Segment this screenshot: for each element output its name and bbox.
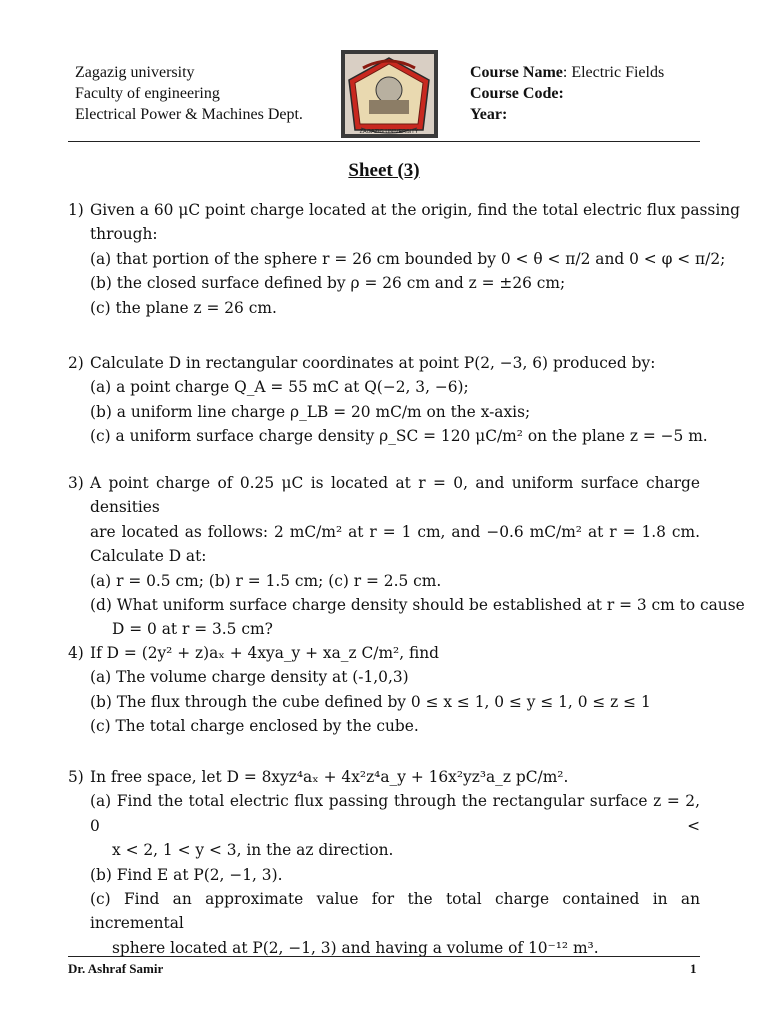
course-name-value: : Electric Fields bbox=[562, 64, 665, 81]
question-text: are located as follows: 2 mC/m² at r = 1 cm, and −0.6 mC/m² at r = 1.8 cm. bbox=[90, 522, 700, 541]
question-number: 2) bbox=[68, 354, 84, 372]
question-1 bbox=[68, 198, 741, 320]
question-number: 3) bbox=[68, 474, 84, 492]
question-4 bbox=[68, 641, 700, 739]
question-number: 5) bbox=[68, 768, 84, 786]
header-divider bbox=[68, 141, 700, 142]
question-part-continued: D = 0 at r = 3.5 cm? bbox=[112, 620, 273, 639]
department-name: Electrical Power & Machines Dept. bbox=[75, 106, 303, 123]
logo-text: ZAGAZIG UNIVERSITY bbox=[359, 129, 419, 135]
question-part: (c) Find an approximate value for the total charge contained in an incremental bbox=[90, 890, 700, 933]
question-part: (a) a point charge Q_A = 55 mC at Q(−2, 3, −6); bbox=[90, 378, 469, 397]
question-text: Given a 60 μC point charge located at the origin, find the total electric flux passing bbox=[90, 201, 741, 219]
question-part: (c) the plane z = 26 cm. bbox=[90, 298, 277, 317]
question-part: (b) Find E at P(2, −1, 3). bbox=[90, 865, 283, 884]
question-part: (c) The total charge enclosed by the cube. bbox=[90, 717, 419, 736]
question-number: 4) bbox=[68, 644, 84, 662]
question-part: (b) The flux through the cube defined by 0 ≤ x ≤ 1, 0 ≤ y ≤ 1, 0 ≤ z ≤ 1 bbox=[90, 692, 651, 711]
question-3 bbox=[68, 471, 745, 642]
page-number: 1 bbox=[690, 961, 697, 976]
question-part: (a) The volume charge density at (-1,0,3) bbox=[90, 668, 409, 687]
course-block bbox=[470, 62, 664, 125]
footer-author: Dr. Ashraf Samir bbox=[68, 961, 164, 976]
question-part: (a) r = 0.5 cm; (b) r = 1.5 cm; (c) r = 2.5 cm. bbox=[90, 571, 442, 590]
question-part: (c) a uniform surface charge density ρ_SC = 120 μC/m² on the plane z = −5 m. bbox=[90, 427, 708, 446]
year-label: Year bbox=[470, 106, 502, 123]
course-code-value: : bbox=[558, 85, 564, 102]
question-text: through: bbox=[90, 225, 158, 244]
question-part-continued: x < 2, 1 < y < 3, in the az direction. bbox=[112, 841, 394, 860]
footer-divider bbox=[68, 956, 700, 957]
question-part: (b) a uniform line charge ρ_LB = 20 mC/m on the x-axis; bbox=[90, 402, 531, 421]
institution-block bbox=[75, 62, 303, 125]
question-text: If D = (2y² + z)aₓ + 4xya_y + xa_z C/m², find bbox=[90, 644, 440, 662]
course-code-label: Course Code bbox=[470, 85, 559, 102]
course-name-label: Course Name bbox=[470, 64, 563, 81]
question-text: Calculate D at: bbox=[90, 547, 207, 566]
faculty-name: Faculty of engineering bbox=[75, 85, 220, 102]
question-text: In free space, let D = 8xyz⁴aₓ + 4x²z⁴a_y + 16x²yz³a_z pC/m². bbox=[90, 768, 569, 786]
question-5 bbox=[68, 765, 700, 960]
question-part: (a) that portion of the sphere r = 26 cm bounded by 0 < θ < π/2 and 0 < φ < π/2; bbox=[90, 249, 726, 268]
question-part: (d) What uniform surface charge density should be established at r = 3 cm to cause bbox=[90, 596, 745, 615]
year-value: : bbox=[501, 106, 508, 123]
question-part-continued: sphere located at P(2, −1, 3) and having a volume of 10⁻¹² m³. bbox=[112, 938, 599, 957]
question-text: A point charge of 0.25 μC is located at r = 0, and uniform surface charge densities bbox=[90, 474, 700, 517]
question-2 bbox=[68, 351, 708, 449]
question-part: (a) Find the total electric flux passing through the rectangular surface z = 2, 0 < bbox=[90, 792, 700, 835]
sheet-title: Sheet (3) bbox=[348, 160, 420, 181]
question-text: Calculate D in rectangular coordinates at point P(2, −3, 6) produced by: bbox=[90, 354, 656, 372]
question-part: (b) the closed surface defined by ρ = 26 cm and z = ±26 cm; bbox=[90, 274, 566, 293]
university-name: Zagazig university bbox=[75, 64, 195, 81]
question-number: 1) bbox=[68, 201, 84, 219]
university-logo bbox=[341, 50, 438, 138]
